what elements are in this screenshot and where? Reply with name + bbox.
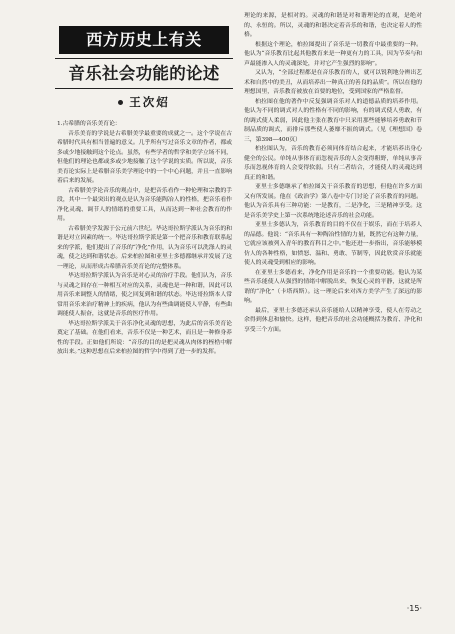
paragraph: 又认为，“全部过程都是在音乐教育的人，就可以锐利地分辨出艺术和自然中的美丑，从而培养出一种真正的善良的品质”。所以在他的理想国里，音乐教育被放在首要的地位，受到国家的严格监督。 bbox=[244, 70, 422, 95]
left-column bbox=[57, 120, 232, 358]
paragraph: 毕达哥拉斯学派关于音乐净化灵魂的思想，为此后的音乐美育论奠定了基础。在他们看来，音乐不仅是一种艺术，而且是一种修身养性的手段。正如他们所说：“音乐的目的是把灵魂从肉体的桎梏中解放出来。”这种思想在后来柏拉图的哲学中得到了进一步的发挥。 bbox=[57, 320, 232, 355]
section-heading: 1.古希腊的音乐美育论： bbox=[57, 121, 121, 127]
paragraph: 亚里士多德继承了柏拉图关于音乐教育的思想，但他在许多方面又有所发展。他在《政治学》第八卷中专门讨论了音乐教育的问题。他认为音乐具有三种功能：一是教育，二是净化，三是精神享受。这是音乐美学史上第一次系统地论述音乐的社会功能。 bbox=[244, 184, 422, 219]
paragraph: 柏拉图认为，音乐的教育必须同体育结合起来，才能培养出身心健全的公民。单纯从事体育而忽视音乐的人会变得粗野，单纯从事音乐而忽视体育的人会变得软弱。只有二者结合，才能使人的灵魂达到真正的和谐。 bbox=[244, 146, 422, 181]
paragraph: 音乐美育的学说是古希腊美学最重要的成就之一。这个学说在古希腊时代具有相当普遍的意义。几乎所有写过音乐文章的作者，都或多或少地接触到这个论点。虽然，有些学者的哲学和美学立场不同，但他们的理论也都或多或少地接触了这个学说的实质。所以说，音乐美育论实际上是希腊音乐美学理论中的一个中心问题，并且一直影响着后来的发展。 bbox=[57, 130, 232, 184]
title-rule-top bbox=[55, 58, 233, 59]
title-rule-bottom bbox=[55, 88, 233, 89]
paragraph: 古希腊美学论音乐的观点中，是把音乐看作一种伦理和宗教的手段，其中一个最突出的观点是认为音乐能陶冶人的性格，把音乐看作净化灵魂、调节人的情绪的重要工具，从而达到一种社会教育的作用。 bbox=[57, 187, 232, 222]
paragraph: 古希腊美学发源于公元前六世纪。毕达哥拉斯学派认为音乐的和谐是对立因素的统一。毕达哥拉斯学派是第一个把音乐和教育联系起来的学派，他们提出了音乐的“净化”作用，认为音乐可以洗涤人的灵魂，使之达到和谐状态。后来柏拉图和亚里士多德都继承并发展了这一理论，从而形成古希腊音乐美育论的完整体系。 bbox=[57, 225, 232, 270]
paragraph: 柏拉图在他的著作中反复强调音乐对人的道德品质的培养作用。他认为不同的调式对人的性格有不同的影响，有的调式使人勇敢，有的调式使人柔弱，因此他主张在教育中只采用那些能够培养勇敢和节制品质的调式，而排斥那些使人萎靡不振的调式。（见《理想国》卷三，第398—400页） bbox=[244, 98, 422, 143]
article-title: 音乐社会功能的论述 bbox=[68, 64, 220, 83]
right-column bbox=[244, 12, 422, 335]
paragraph: 毕达哥拉斯学派认为音乐是对心灵的治疗手段。他们认为，音乐与灵魂之间存在一种相互对应的关系，灵魂也是一种和谐，因此可以用音乐来调整人的情绪，使之回复到和谐的状态。毕达哥拉斯本人常常用音乐来治疗精神上的疾病，他认为有些曲调能使人平静，有些曲调能使人振奋，这就是音乐的医疗作用。 bbox=[57, 273, 232, 317]
paragraph: 最后，亚里士多德还承认音乐能给人以精神享受，使人在劳动之余得到休息和愉快。这样，他把音乐的社会功能概括为教育、净化和享受三个方面。 bbox=[244, 307, 422, 333]
author-name: 王次炤 bbox=[129, 95, 170, 109]
section-banner: 西方历史上有关 bbox=[59, 26, 229, 54]
page-number: ·15· bbox=[406, 604, 422, 613]
paragraph: 理论的来源，是相对的。灵魂的和谐是对和谐理论的直观，是绝对的、永恒的。所以，灵魂的和谐决定着音乐的和谐，也决定着人的性格。 bbox=[244, 13, 422, 38]
author-byline bbox=[55, 92, 233, 112]
bullet-dot-icon bbox=[118, 100, 123, 105]
paragraph: 在亚里士多德看来，净化作用是音乐的一个重要功能。他认为某些音乐能使人从强烈的情绪中解脱出来，恢复心灵的平静，这就是所谓的“净化”（卡塔西斯）。这一理论后来对西方美学产生了深远的影响。 bbox=[244, 269, 422, 304]
paragraph: 根据这个理论，柏拉图提出了音乐是一切教育中最重要的一种。他认为“音乐教育比起其他教育来是一种更有力的工具，因为节奏与和声最能渗入人的灵魂深处，并对它产生强烈的影响”。 bbox=[244, 41, 422, 67]
paragraph: 亚里士多德认为，音乐教育的目的不仅在于娱乐，而在于培养人的品德。他说：“音乐具有一种陶冶性情的力量，既然它有这种力量，它就应该被列入青年的教育科目之中。”他还进一步指出，音乐能够模仿人的各种性格，如愤怒、温和、勇敢、节制等，因此欣赏音乐就能使人的灵魂受到相应的影响。 bbox=[244, 222, 422, 266]
